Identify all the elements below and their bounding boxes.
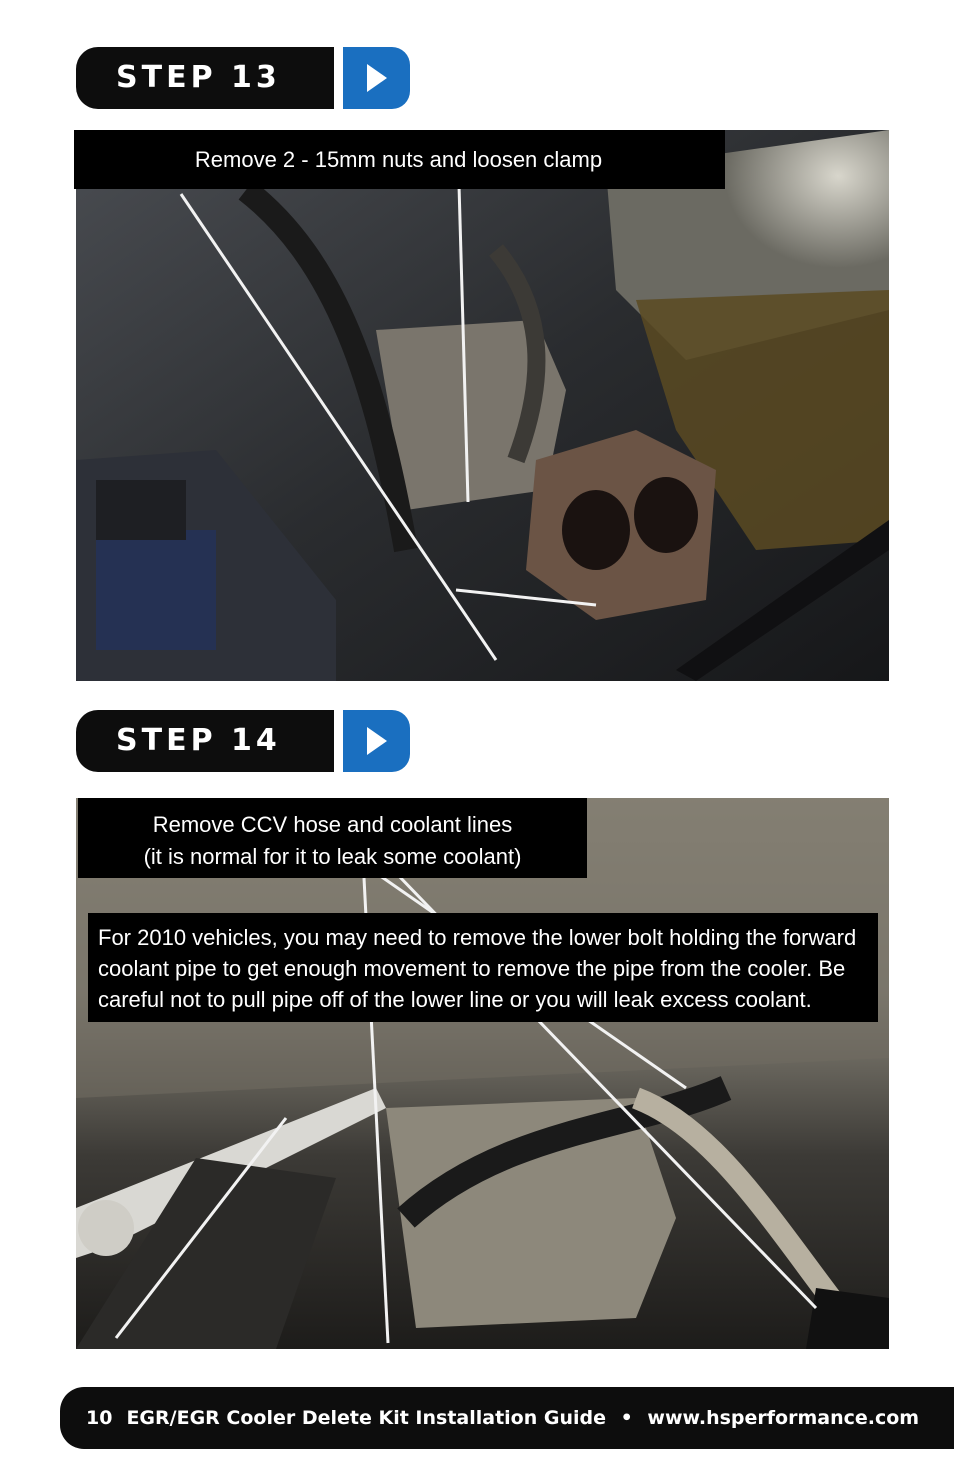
step-13-caption: Remove 2 - 15mm nuts and loosen clamp <box>74 130 725 189</box>
play-arrow-icon <box>343 47 410 109</box>
step-13-label: STEP 13 <box>76 47 334 109</box>
footer-url[interactable]: www.hsperformance.com <box>647 1407 920 1429</box>
step-13-arrow <box>343 47 410 109</box>
play-arrow-icon <box>343 710 410 772</box>
footer-title: EGR/EGR Cooler Delete Kit Installation Guide <box>126 1407 606 1429</box>
step-14-note: For 2010 vehicles, you may need to remove the lower bolt holding the forward coolant pipe to get enough movement to remove the pipe from the cooler. Be careful not to pull pipe off of the lower line or you will leak excess coolant. <box>88 913 878 1022</box>
step-14-label: STEP 14 <box>76 710 334 772</box>
footer-separator: • <box>620 1407 633 1429</box>
step-13-photo <box>76 130 889 681</box>
page-number: 10 <box>86 1407 113 1429</box>
step-14-caption-line-1: Remove CCV hose and coolant lines <box>152 812 513 837</box>
step-14-arrow <box>343 710 410 772</box>
page-footer <box>60 1387 954 1449</box>
step-14-caption <box>78 798 587 878</box>
step-14-caption-line-2: (it is normal for it to leak some coolant) <box>143 844 522 869</box>
step-14-photo <box>76 798 889 1349</box>
